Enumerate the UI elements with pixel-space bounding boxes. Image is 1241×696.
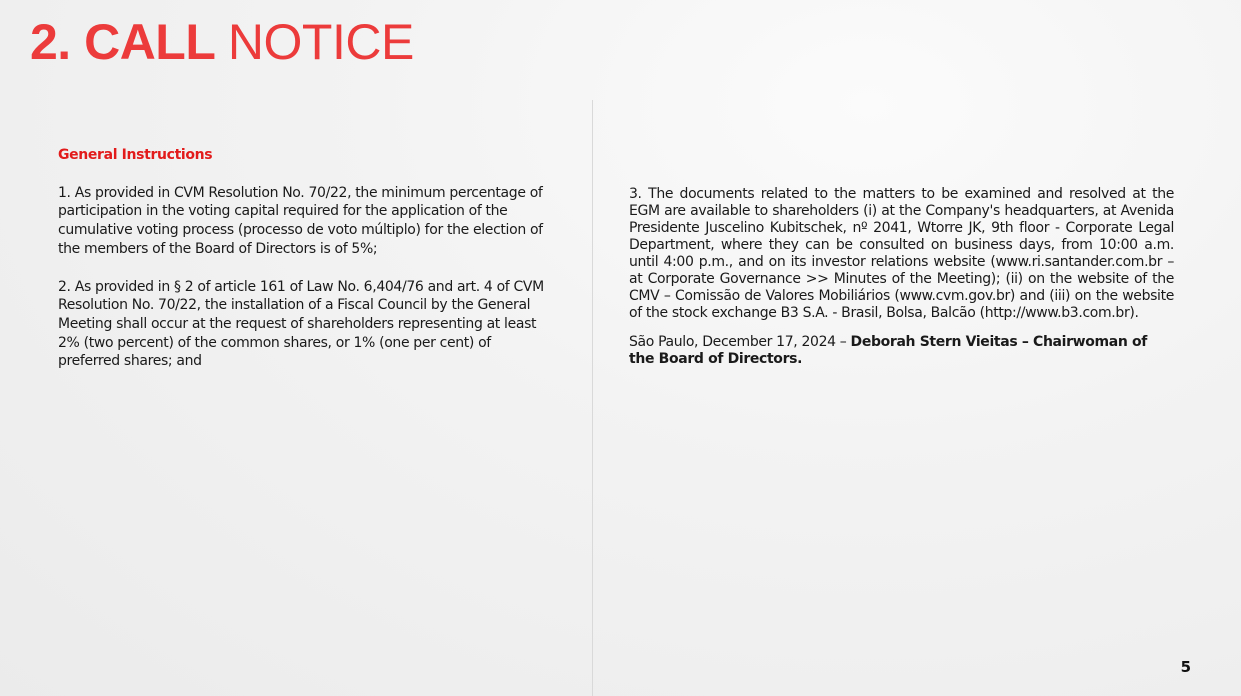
title-word: NOTICE [227,14,414,70]
title-number: 2. CALL [30,14,215,70]
instruction-item-3: 3. The documents related to the matters to be examined and resolved at the EGM are available to shareholders (i) at the Company's headquarters, at Avenida Presidente Juscelino Kubitschek, nº 2041, Wtorre JK, 9th floor - Corporate Legal Department, where they can be consulted on business days, from 10:00 a.m. until 4:00 p.m., and on its investor relations website (www.ri.santander.com.br – at Corporate Governance >> Minutes of the Meeting); (ii) on the website of the CMV – Comissão de Valores Mobiliários (www.cvm.gov.br) and (iii) on the website of the stock exchange B3 S.A. - Brasil, Bolsa, Balcão (http://www.b3.com.br). [629,186,1174,321]
page-title [30,12,414,72]
instruction-item-1: 1. As provided in CVM Resolution No. 70/22, the minimum percentage of participation in the voting capital required for the application of the cumulative voting process (processo de voto múltiplo) for the election of the members of the Board of Directors is of 5%; [58,184,543,257]
instruction-item-2: 2. As provided in § 2 of article 161 of Law No. 6,404/76 and art. 4 of CVM Resolution No. 70/22, the installation of a Fiscal Council by the General Meeting shall occur at the request of shareholders representing at least 2% (two percent) of the common shares, or 1% (one per cent) of preferred shares; and [58,278,544,370]
left-column [58,146,544,390]
column-divider [592,100,593,696]
right-column [629,186,1174,380]
signature-line [629,334,1174,368]
page-number: 5 [1180,658,1191,676]
section-heading: General Instructions [58,147,213,163]
signature-place-date: São Paulo, December 17, 2024 – [629,334,851,350]
signature-name: Deborah Stern Vieitas – Chairwoman of the Board of Directors. [629,334,1147,367]
